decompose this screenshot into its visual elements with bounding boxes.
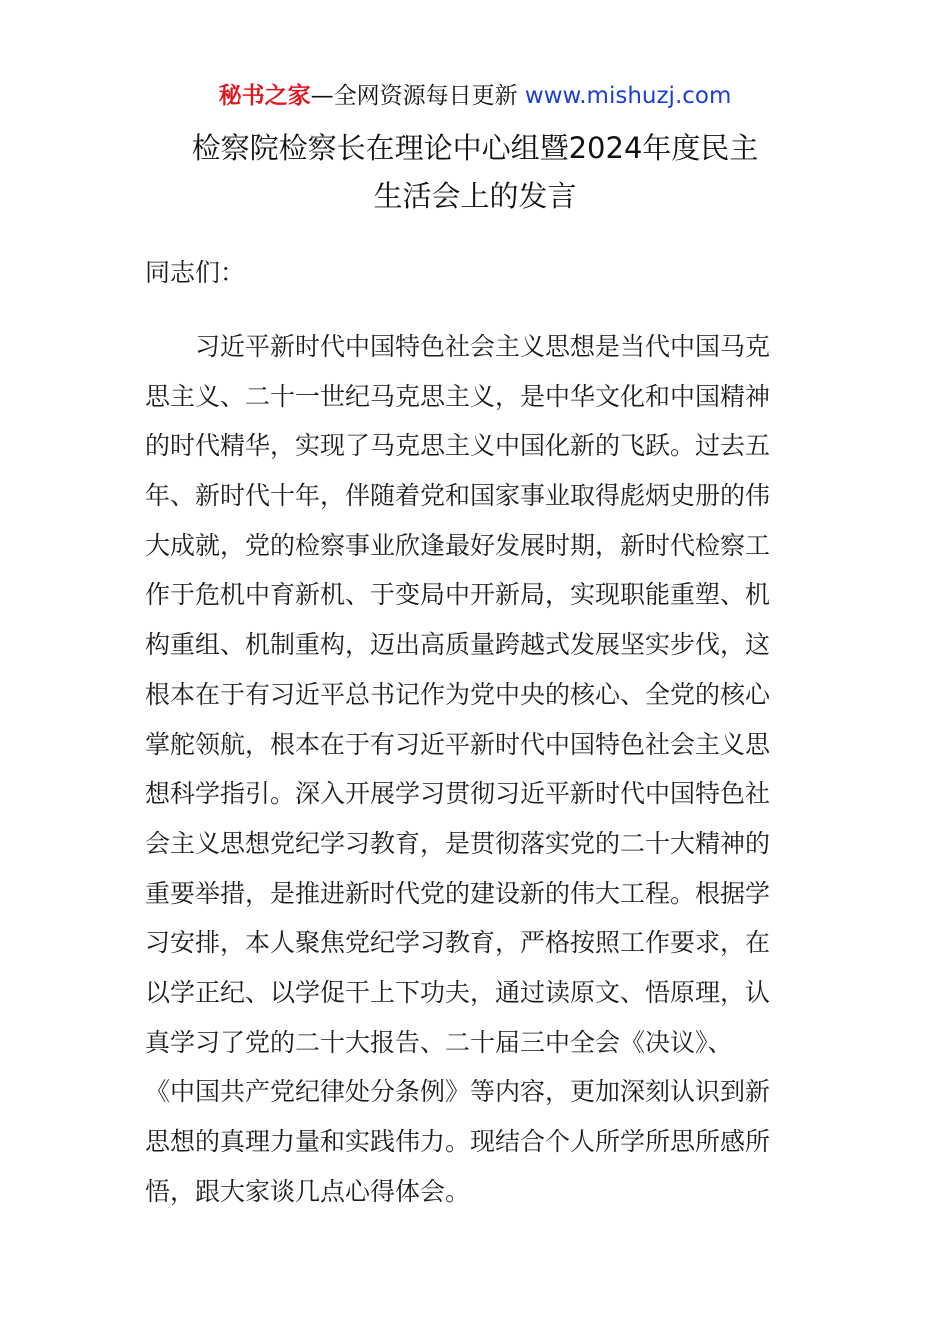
document-title xyxy=(145,124,805,220)
body-line: 思主义、二十一世纪马克思主义，是中华文化和中国精神 xyxy=(145,381,771,411)
site-url-link[interactable]: www.mishuzj.com xyxy=(524,83,732,109)
body-line: 会主义思想党纪学习教育，是贯彻落实党的二十大精神的 xyxy=(145,828,771,858)
site-header xyxy=(0,80,950,112)
body-paragraph xyxy=(145,322,810,1216)
body-line: 构重组、机制重构，迈出高质量跨越式发展坚实步伐，这 xyxy=(145,630,771,660)
body-line: 根本在于有习近平总书记作为党中央的核心、全党的核心 xyxy=(145,679,771,709)
salutation: 同志们： xyxy=(145,258,246,287)
body-line: 习近平新时代中国特色社会主义思想是当代中国马克 xyxy=(195,332,771,361)
body-line: 年、新时代十年，伴随着党和国家事业取得彪炳史册的伟 xyxy=(145,481,771,511)
header-tagline: —全网资源每日更新 xyxy=(310,83,525,109)
body-line: 作于危机中育新机、于变局中开新局，实现职能重塑、机 xyxy=(145,580,771,610)
brand-name: 秘书之家 xyxy=(218,83,311,109)
body-line: 思想的真理力量和实践伟力。现结合个人所学所思所感所 xyxy=(145,1127,771,1156)
body-line: 想科学指引。深入开展学习贯彻习近平新时代中国特色社 xyxy=(145,779,771,809)
title-line-2: 生活会上的发言 xyxy=(373,179,577,213)
body-line: 的时代精华，实现了马克思主义中国化新的飞跃。过去五 xyxy=(145,431,771,461)
body-line: 重要举措，是推进新时代党的建设新的伟大工程。根据学 xyxy=(145,878,771,908)
body-line: 大成就，党的检察事业欣逢最好发展时期，新时代检察工 xyxy=(145,530,771,560)
body-line: 以学正纪、以学促干上下功夫，通过读原文、悟原理，认 xyxy=(145,977,771,1007)
body-line: 《中国共产党纪律处分条例》等内容，更加深刻认识到新 xyxy=(145,1077,771,1107)
body-line: 掌舵领航，根本在于有习近平新时代中国特色社会主义思 xyxy=(145,729,771,759)
title-line-1: 检察院检察长在理论中心组暨2024年度民主 xyxy=(191,131,759,165)
body-line: 悟，跟大家谈几点心得体会。 xyxy=(145,1176,471,1206)
body-line: 真学习了党的二十大报告、二十届三中全会《决议》、 xyxy=(145,1027,733,1057)
body-line: 习安排，本人聚焦党纪学习教育，严格按照工作要求，在 xyxy=(145,928,771,958)
